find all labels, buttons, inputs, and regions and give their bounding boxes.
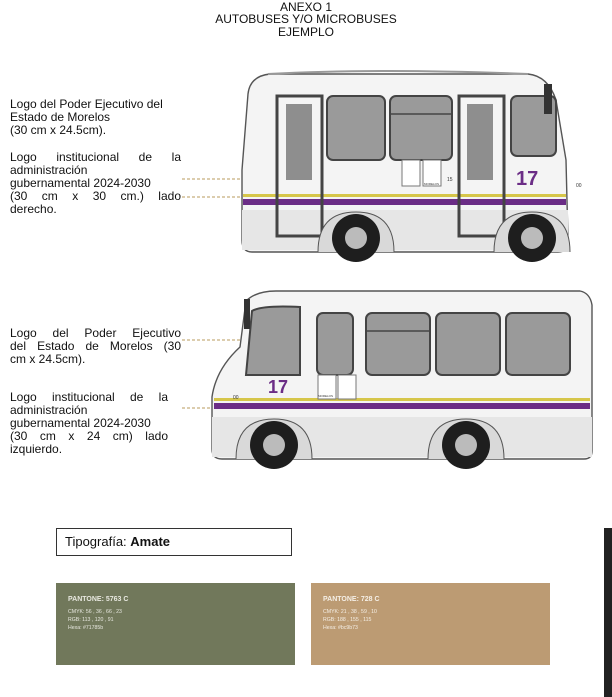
page-edge-shadow <box>604 528 612 697</box>
front-code: 00 <box>233 395 239 401</box>
logo-caption: MORELOS <box>318 394 334 398</box>
logo-caption: MORELOS <box>424 182 440 186</box>
typography-box <box>56 528 292 556</box>
bus-small-code: 15 <box>447 177 453 183</box>
bus-left-side-illustration <box>0 285 612 485</box>
example-label: EJEMPLO <box>277 25 334 39</box>
bus-number: 17 <box>268 377 289 397</box>
annex-title: ANEXO 1 <box>279 0 333 14</box>
bus-right-logo-label-2: Logo institucional de la administración gubernamental 2024-2030 (30 cm x 30 cm.) lado derecho. <box>10 150 181 216</box>
typography-font-name: Amate <box>130 534 171 549</box>
bus-right-logo-label-1: Logo del Poder Ejecutivo del Estado de Morelos (30 cm x 24.5cm). <box>10 97 163 137</box>
typography-label: Tipografía: <box>65 534 127 549</box>
purple-stripe <box>243 199 566 205</box>
swatch-pantone-5763: PANTONE: 5763 C CMYK: 56 , 36 , 66 , 23 RGB: 113 , 120 , 91 Hexa: #71785b <box>56 583 295 665</box>
bus-left-logo-label-1: Logo del Poder Ejecutivo del Estado de Morelos (30 cm x 24.5cm). <box>10 326 181 366</box>
bus-right-side-illustration <box>0 60 612 275</box>
swatch-pantone-728: PANTONE: 728 C CMYK: 21 , 38 , 59 , 10 RGB: 188 , 155 , 115 Hexa: #bc9b73 <box>311 583 550 665</box>
yellow-stripe <box>243 194 566 197</box>
bus-number: 17 <box>516 168 539 190</box>
document-subtitle: AUTOBUSES Y/O MICROBUSES <box>215 12 397 26</box>
front-code: 00 <box>576 183 582 189</box>
bus-left-logo-label-2: Logo institucional de la administración gubernamental 2024-2030 (30 cm x 24 cm) lado izquierdo. <box>10 390 168 456</box>
